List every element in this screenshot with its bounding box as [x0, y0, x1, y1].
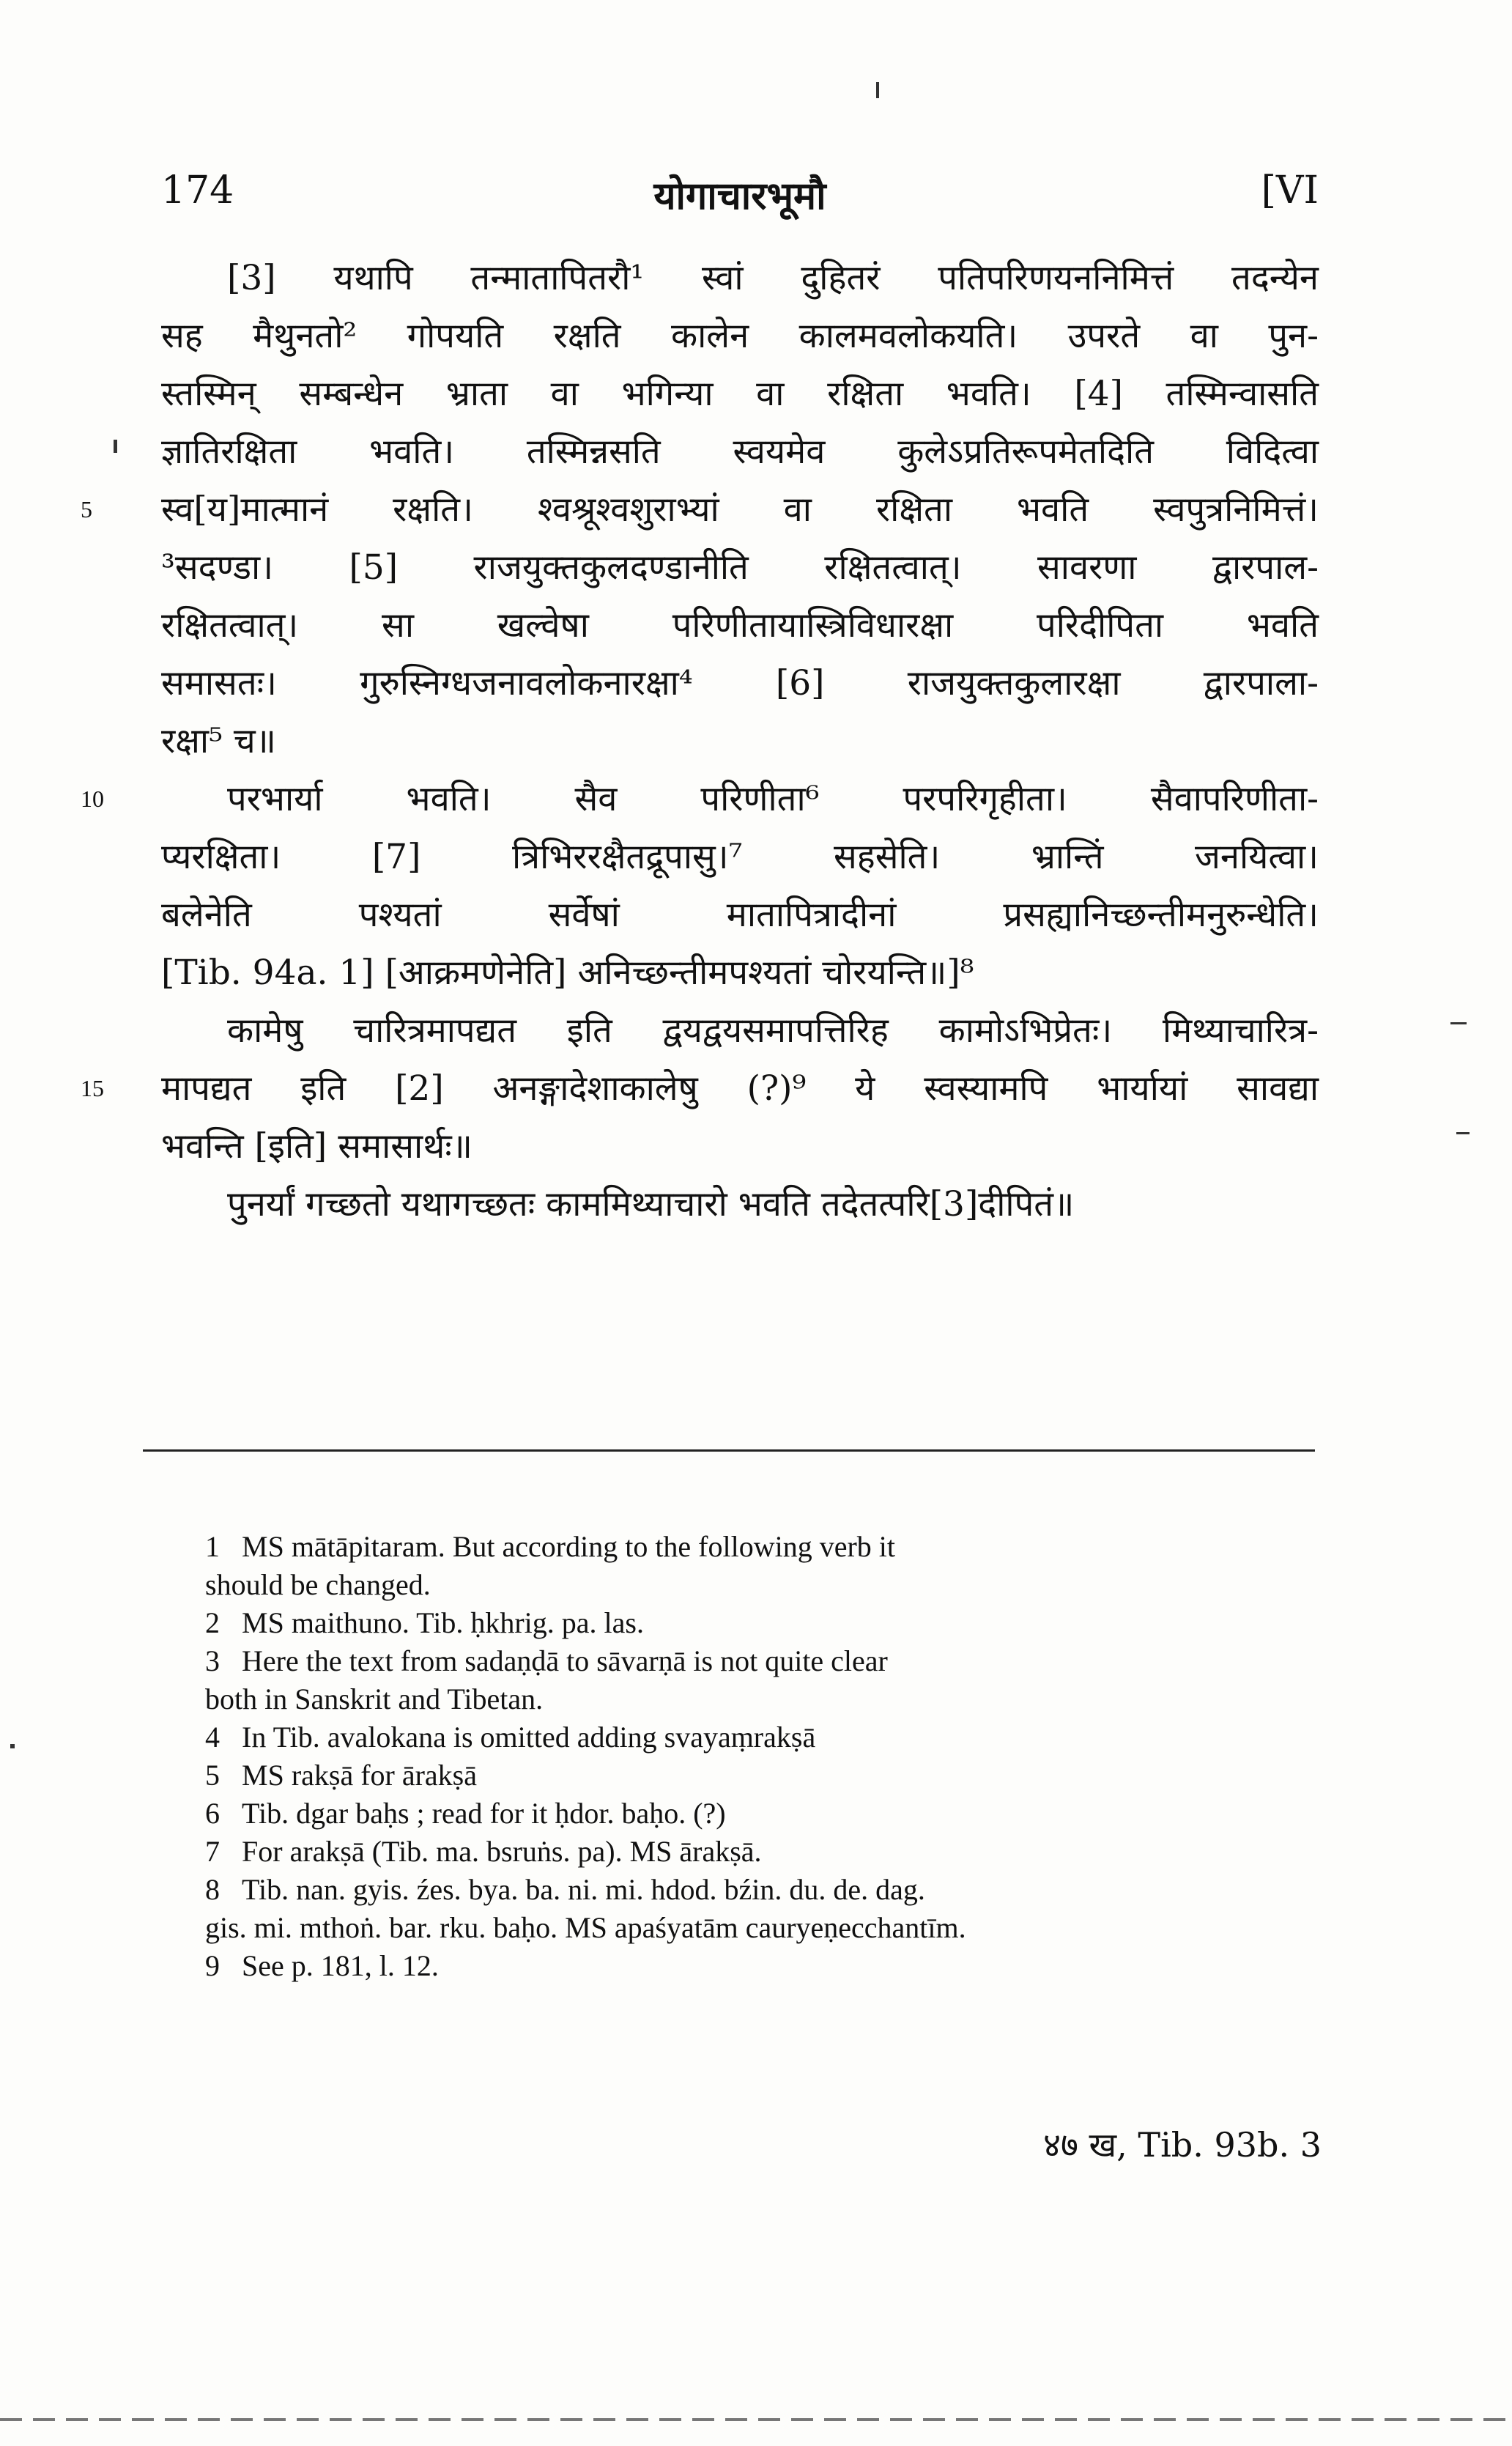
- footnote-text: See p. 181, l. 12.: [242, 1949, 439, 1982]
- text-line: [161, 712, 1319, 770]
- footnote-text: should be changed.: [205, 1568, 431, 1601]
- main-text: [81, 249, 1319, 1233]
- line-number: 10: [81, 786, 104, 812]
- line-text: [Tib. 94a. 1] [आक्रमणेनेति] अनिच्छन्तीमपश्यतां चोरयन्ति॥]⁸: [161, 953, 974, 993]
- line-text: कामेषु चारित्रमापद्यत इति द्वयद्वयसमापत्तिरिह कामोऽभिप्रेतः। मिथ्याचारित्र-: [227, 1010, 1319, 1051]
- footnote-number: 3: [205, 1644, 220, 1677]
- footnote-text: Here the text from sadaṇḍā to sāvarṇā is not quite clear: [242, 1644, 888, 1677]
- folio-reference: ४७ ख, Tib. 93b. 3: [1043, 2125, 1322, 2165]
- line-text: बलेनेति पश्यतां सर्वेषां मातापित्रादीनां प्रसह्यानिच्छन्तीमनुरुन्धेति।: [161, 895, 1319, 935]
- footnote: [161, 1642, 1319, 1680]
- margin-mark: [1456, 1132, 1470, 1134]
- text-line: [161, 654, 1319, 712]
- footnote: [161, 1833, 1319, 1871]
- footnote-number: 9: [205, 1949, 220, 1982]
- margin-mark: [1450, 1022, 1467, 1024]
- text-line: [161, 1175, 1319, 1233]
- footnote-number: 8: [205, 1873, 220, 1906]
- line-text: पुनर्यां गच्छतो यथागच्छतः काममिथ्याचारो भवति तदेतत्परि[3]दीपितं॥: [227, 1184, 1075, 1224]
- line-number: 15: [81, 1075, 104, 1101]
- footnote-number: 2: [205, 1606, 220, 1639]
- text-line: [161, 596, 1319, 654]
- footnote: [161, 1909, 1319, 1947]
- running-title: योगाचारभूमौ: [653, 174, 826, 218]
- margin-mark: [876, 82, 879, 98]
- footnote-number: 6: [205, 1797, 220, 1830]
- line-number: 5: [81, 496, 92, 522]
- footnote-text: gis. mi. mthoṅ. bar. rku. baḥo. MS apaśyatām cauryeṇecchantīm.: [205, 1911, 966, 1944]
- footnote-number: 1: [205, 1530, 220, 1563]
- footnote-number: 4: [205, 1721, 220, 1754]
- footnote-text: Tib. dgar baḥs ; read for it ḥdor. baḥo. (?): [242, 1797, 726, 1830]
- footnote-text: Tib. nan. gyis. źes. bya. ba. ni. mi. hdod. bźin. du. de. dag.: [242, 1873, 925, 1906]
- line-text: [3] यथापि तन्मातापितरौ¹ स्वां दुहितरं पतिपरिणयननिमित्तं तदन्येन: [227, 258, 1319, 298]
- text-line: [161, 886, 1319, 944]
- line-text: भवन्ति [इति] समासार्थः॥: [161, 1126, 472, 1167]
- line-text: ज्ञातिरक्षिता भवति। तस्मिन्नसति स्वयमेव कुलेऽप्रतिरूपमेतदिति विदित्वा: [161, 432, 1319, 472]
- footnote-text: In Tib. avalokana is omitted adding svayaṃrakṣā: [242, 1721, 816, 1754]
- footnote-number: 7: [205, 1835, 220, 1868]
- section-marker: [VI: [1261, 169, 1319, 213]
- page-number: 174: [161, 169, 234, 213]
- line-text: स्तस्मिन् सम्बन्धेन भ्राता वा भगिन्या वा रक्षिता भवति। [4] तस्मिन्वासति: [161, 374, 1319, 414]
- line-text: ³सदण्डा। [5] राजयुक्तकुलदण्डानीति रक्षितत्वात्। सावरणा द्वारपाल-: [161, 547, 1319, 588]
- scan-edge: [0, 2418, 1512, 2421]
- line-text: सह मैथुनतो² गोपयति रक्षति कालेन कालमवलोकयति। उपरते वा पुन-: [161, 316, 1319, 356]
- footnote: [161, 1680, 1319, 1718]
- footnote-divider: [143, 1449, 1315, 1452]
- footnote: [161, 1528, 1319, 1566]
- text-line: [81, 481, 1319, 539]
- footnote: [161, 1756, 1319, 1795]
- line-text: प्यरक्षिता। [7] त्रिभिररक्षैतद्रूपासु।⁷ सहसेति। भ्रान्तिं जनयित्वा।: [161, 837, 1319, 877]
- text-line: [161, 1117, 1319, 1175]
- text-line: [81, 770, 1319, 828]
- margin-mark: [10, 1744, 15, 1748]
- text-line: [161, 249, 1319, 307]
- footnote-text: For arakṣā (Tib. ma. bsruṅs. pa). MS ārakṣā.: [242, 1835, 762, 1868]
- margin-mark: [114, 440, 117, 453]
- footnote: [161, 1604, 1319, 1642]
- footnote: [161, 1947, 1319, 1985]
- footnote-number: 5: [205, 1759, 220, 1792]
- text-line: [161, 307, 1319, 365]
- text-line: [161, 423, 1319, 481]
- footnote-text: MS maithuno. Tib. ḥkhrig. pa. las.: [242, 1606, 644, 1639]
- running-header: [161, 169, 1319, 227]
- text-line: [161, 944, 1319, 1002]
- text-line: [161, 365, 1319, 423]
- text-line: [161, 539, 1319, 596]
- footnote: [161, 1871, 1319, 1909]
- line-text: समासतः। गुरुस्निग्धजनावलोकनारक्षा⁴ [6] राजयुक्तकुलारक्षा द्वारपाला-: [161, 663, 1319, 703]
- footnote: [161, 1718, 1319, 1756]
- footnote: [161, 1566, 1319, 1604]
- text-line: [161, 828, 1319, 886]
- footnote: [161, 1795, 1319, 1833]
- line-text: रक्षितत्वात्। सा खल्वेषा परिणीतायास्त्रिविधारक्षा परिदीपिता भवति: [161, 605, 1319, 646]
- footnotes: [161, 1528, 1319, 1985]
- footnote-text: MS mātāpitaram. But according to the following verb it: [242, 1530, 896, 1563]
- line-text: परभार्या भवति। सैव परिणीता⁶ परपरिगृहीता। सैवापरिणीता-: [227, 779, 1319, 819]
- footnote-text: both in Sanskrit and Tibetan.: [205, 1682, 544, 1715]
- text-line: [161, 1002, 1319, 1060]
- text-line: [81, 1060, 1319, 1117]
- footnote-text: MS rakṣā for ārakṣā: [242, 1759, 477, 1792]
- line-text: मापद्यत इति [2] अनङ्गादेशाकालेषु (?)⁹ ये स्वस्यामपि भार्यायां सावद्या: [161, 1068, 1319, 1109]
- line-text: रक्षा⁵ च॥: [161, 721, 276, 761]
- line-text: स्व[य]मात्मानं रक्षति। श्वश्रूश्वशुराभ्यां वा रक्षिता भवति स्वपुत्रनिमित्तं।: [161, 489, 1319, 530]
